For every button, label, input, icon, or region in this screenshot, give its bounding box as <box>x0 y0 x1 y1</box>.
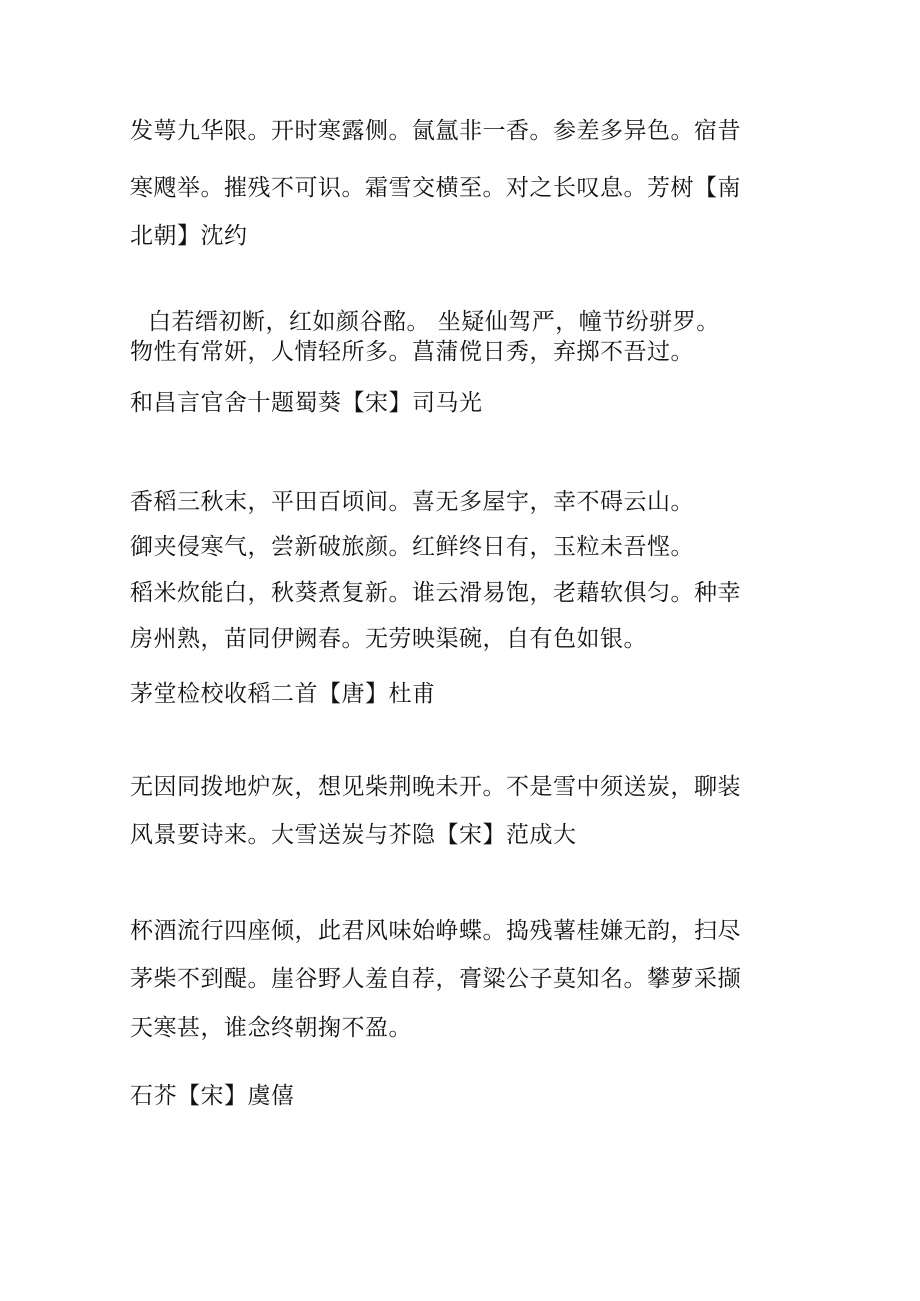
poem-attribution: 和昌言官舍十题蜀葵【宋】司马光 <box>130 390 483 416</box>
poem-attribution: 石芥【宋】虞僖 <box>130 1083 295 1109</box>
poem-attribution: 风景要诗来。大雪送炭与芥隐【宋】范成大 <box>130 822 577 848</box>
poem-line: 杯酒流行四座倾，此君风味始峥蝶。捣残薯桂嫌无韵，扫尽 <box>130 918 741 944</box>
poem-line: 天寒甚，谁念终朝掬不盈。 <box>130 1015 412 1041</box>
poem-attribution: 北朝】沈约 <box>130 223 248 249</box>
poem-line: 无因同拨地炉灰，想见柴荆晚未开。不是雪中须送炭，聊装 <box>130 774 741 800</box>
poem-line: 稻米炊能白，秋葵煮复新。谁云滑易饱，老藉软俱匀。种幸 <box>130 580 741 606</box>
poem-line: 物性有常妍，人情轻所多。菖蒲傥日秀，弃掷不吾过。 <box>130 339 694 365</box>
poem-line: 御夹侵寒气，尝新破旅颜。红鲜终日有，玉粒未吾悭。 <box>130 534 694 560</box>
poem-line: 香稻三秋末，平田百顷间。喜无多屋宇，幸不碍云山。 <box>130 489 694 515</box>
poem-line: 发萼九华限。开时寒露侧。氤氲非一香。参差多异色。宿昔 <box>130 118 741 144</box>
poem-line: 房州熟，苗同伊阙春。无劳映渠碗，自有色如银。 <box>130 626 647 652</box>
poem-line: 茅柴不到醍。崖谷野人羞自荐，膏粱公子莫知名。攀萝采撷 <box>130 966 741 992</box>
poem-line: 白若缙初断，红如颜谷酩。 坐疑仙驾严，幢节纷骈罗。 <box>148 309 720 335</box>
poem-line: 寒飕举。摧残不可识。霜雪交横至。对之长叹息。芳树【南 <box>130 175 741 201</box>
poem-attribution: 茅堂检校收稻二首【唐】杜甫 <box>130 681 436 707</box>
